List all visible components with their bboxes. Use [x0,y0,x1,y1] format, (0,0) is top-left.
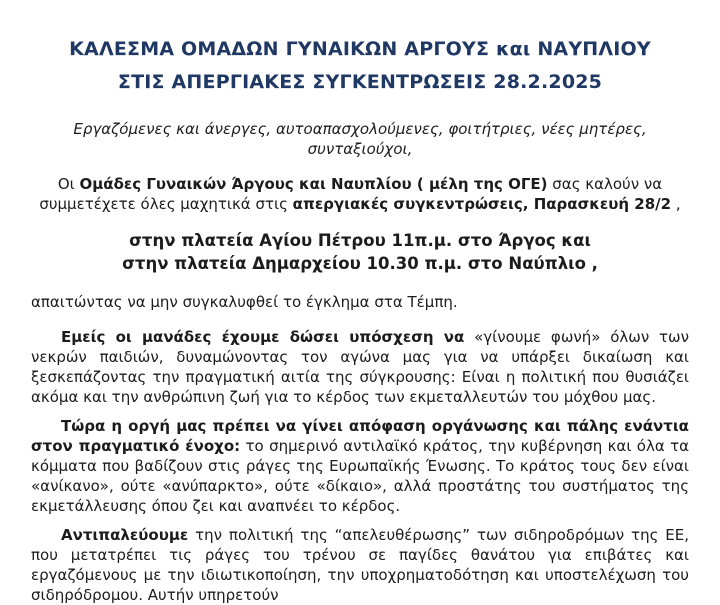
venue-line-argos: στην πλατεία Αγίου Πέτρου 11π.μ. στο Άργος και [129,231,591,250]
paragraph-railway-policy [31,525,689,605]
document-title-line-2: ΣΤΙΣ ΑΠΕΡΓΙΑΚΕΣ ΣΥΓΚΕΝΤΡΩΣΕΙΣ 28.2.2025 [117,71,603,93]
document-title-line-1: ΚΑΛΕΣΜΑ ΟΜΑΔΩΝ ΓΥΝΑΙΚΩΝ ΑΡΓΟΥΣ και ΝΑΥΠΛΙΟΥ [69,38,651,60]
paragraph-anger-organization [31,416,689,516]
paragraph-2-body: το σημερινό αντιλαϊκό κράτος, την κυβέρνηση και όλα τα κόμματα που βαδίζουν στις ράγες της Ευρωπαϊκής Ένωσης. Το κράτος τους δεν είναι «ανίκανο», ούτε «ανύπαρκτο», ούτε «δίκαιο», αλλά προστάτης του συστήματος της εκμετάλλευσης όπου ζει και αναπνέει το κέρδος. [31,436,690,515]
demand-line: απαιτώντας να μην συγκαλυφθεί το έγκλημα στα Τέμπη. [31,292,458,311]
call-pre-text: Οι [57,175,80,193]
paragraph-mothers-promise [31,327,689,407]
call-paragraph [31,174,689,214]
paragraph-3-bold-lead: Αντιπαλεύουμε [61,525,189,544]
venue-line-nafplio: στην πλατεία Δημαρχείου 10.30 π.μ. στο Ναύπλιο , [122,254,598,273]
call-mid-text: σας καλούν να συμμετέχετε όλες μαχητικά στις [39,175,663,213]
paragraph-3-body: την πολιτική της “απελευθέρωσης” των σιδηροδρόμων της ΕΕ, που μετατρέπει τις ράγες του τρένου σε παγίδες θανάτου για επιβάτες και εργαζόμενους με την ιδιωτικοποίηση, την υποχρηματοδότηση και υποστελέχωση του σιδηρόδρομου. Αυτήν υπηρετούν [31,525,689,604]
paragraph-2-bold-lead: Τώρα η οργή μας πρέπει να γίνει απόφαση οργάνωσης και πάλης ενάντια στον πραγματικό ένοχο: [31,416,689,455]
call-groups-bold: Ομάδες Γυναικών Άργους και Ναυπλίου ( μέλη της ΟΓΕ) [79,175,548,193]
call-post-text: , [671,195,681,213]
paragraph-1-body: «γίνουμε φωνή» όλων των νεκρών παιδιών, δυναμώνοντας τον αγώνα μας για να υπάρξει δικαίωση και ξεσκεπάζοντας την πραγματική αιτία της σύγκρουσης: Είναι η πολιτική που θυσιάζει ακόμα και την ανθρώπινη ζωή για το κέρδος των εκμεταλλευτών του μόχθου μας. [31,327,689,406]
intro-italic-line: Εργαζόμενες και άνεργες, αυτοαπασχολούμενες, φοιτήτριες, νέες μητέρες, συνταξιούχοι, [73,120,647,158]
document-title [31,33,689,99]
call-date-bold: απεργιακές συγκεντρώσεις, Παρασκευή 28/2 [292,195,672,213]
venue-block [31,229,689,275]
document-page [0,33,720,604]
paragraph-1-bold-lead: Εμείς οι μανάδες έχουμε δώσει υπόσχεση να [61,327,465,346]
